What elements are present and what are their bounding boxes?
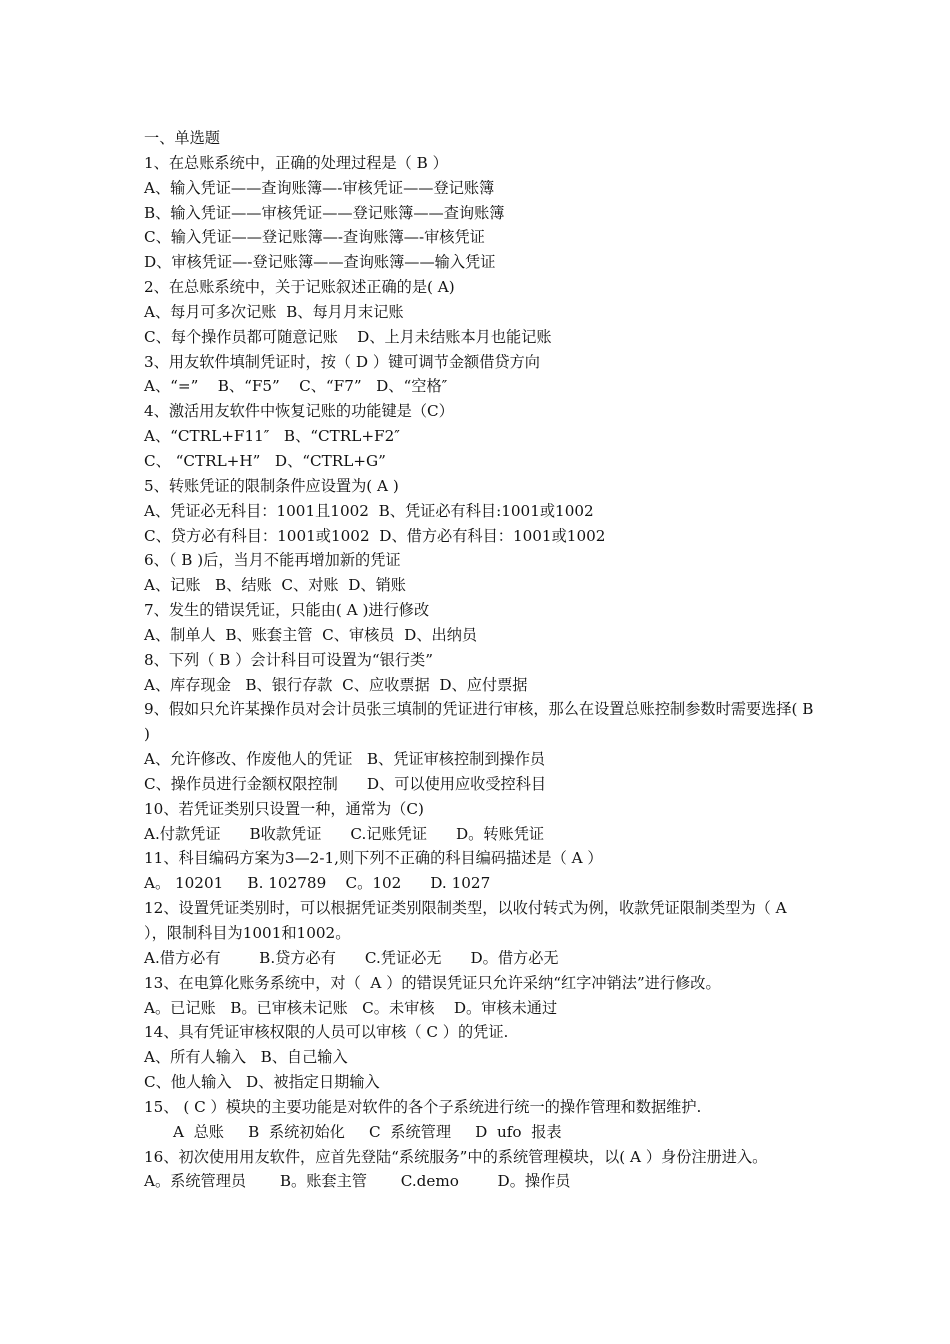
- option-line: A、所有人输入 B、自己输入: [144, 1048, 348, 1067]
- option-line: A、记账 B、结账 C、对账 D、销账: [144, 576, 406, 595]
- option-line: A、“CTRL+F11″ B、“CTRL+F2″: [144, 427, 400, 446]
- option-line: A.付款凭证 B收款凭证 C.记账凭证 D。转账凭证: [144, 824, 545, 843]
- option-line: A、制单人 B、账套主管 C、审核员 D、出纳员: [144, 625, 478, 644]
- option-line: A。已记账 B。已审核未记账 C。未审核 D。审核未通过: [144, 998, 558, 1017]
- option-line: C、每个操作员都可随意记账 D、上月未结账本月也能记账: [144, 327, 552, 346]
- question-11: 11、科目编码方案为3—2-1,则下列不正确的科目编码描述是（ A ）: [144, 849, 603, 868]
- option-line: C、操作员进行金额权限控制 D、可以使用应收受控科目: [144, 774, 547, 793]
- question-13: 13、在电算化账务系统中，对（ A ）的错误凭证只允许采纳“红字冲销法”进行修改。: [144, 973, 721, 992]
- question-10: 10、若凭证类别只设置一种，通常为（C): [144, 799, 424, 818]
- option-line: A、凭证必无科目：1001且1002 B、凭证必有科目:1001或1002: [144, 501, 594, 520]
- question-7: 7、发生的错误凭证，只能由( A )进行修改: [144, 601, 430, 620]
- option-line: C、输入凭证——登记账簿—-查询账簿—-审核凭证: [144, 228, 485, 247]
- option-line: D、审核凭证—-登记账簿——查询账簿——输入凭证: [144, 253, 496, 272]
- option-line: A、允许修改、作废他人的凭证 B、凭证审核控制到操作员: [144, 750, 546, 769]
- question-4: 4、激活用友软件中恢复记账的功能键是（C）: [144, 402, 454, 421]
- option-line: A.借方必有 B.贷方必有 C.凭证必无 D。借方必无: [144, 948, 559, 967]
- question-9: 9、假如只允许某操作员对会计员张三填制的凭证进行审核，那么在设置总账控制参数时需要选择( B ): [144, 700, 819, 744]
- option-line: A、库存现金 B、银行存款 C、应收票据 D、应付票据: [144, 675, 528, 694]
- option-line: A、每月可多次记账 B、每月月末记账: [144, 302, 404, 321]
- option-line: A、输入凭证——查询账簿—-审核凭证——登记账簿: [144, 178, 495, 197]
- question-12: 12、设置凭证类别时，可以根据凭证类别限制类型，以收付转式为例，收款凭证限制类型为（ A ），限制科目为1001和1002。: [144, 899, 792, 942]
- question-3: 3、用友软件填制凭证时，按（ D ）键可调节金额借贷方向: [144, 352, 540, 371]
- option-line: A。 10201 B. 102789 C。102 D. 1027: [144, 874, 491, 893]
- option-line: A、“=” B、“F5” C、“F7” D、“空格″: [144, 377, 448, 396]
- question-8: 8、下列（ B ）会计科目可设置为“银行类”: [144, 650, 434, 669]
- document-body: [144, 126, 819, 1194]
- option-line: A。系统管理员 B。账套主管 C.demo D。操作员: [144, 1172, 571, 1191]
- option-line: C、贷方必有科目：1001或1002 D、借方必有科目：1001或1002: [144, 526, 606, 545]
- question-2: 2、在总账系统中，关于记账叙述正确的是( A): [144, 278, 455, 297]
- question-1: 1、在总账系统中，正确的处理过程是（ B ）: [144, 153, 448, 172]
- question-16: 16、初次使用用友软件，应首先登陆“系统服务”中的系统管理模块，以( A ）身份注册进入。: [144, 1147, 768, 1166]
- section-title: 一、单选题: [144, 129, 220, 147]
- option-line: B、输入凭证——审核凭证——登记账簿——查询账簿: [144, 203, 505, 222]
- option-line: C、他人输入 D、被指定日期输入: [144, 1073, 380, 1092]
- question-5: 5、转账凭证的限制条件应设置为( A ): [144, 476, 399, 495]
- option-line: C、 “CTRL+H” D、“CTRL+G”: [144, 451, 386, 470]
- question-14: 14、具有凭证审核权限的人员可以审核（ C ）的凭证.: [144, 1023, 509, 1042]
- option-line: A 总账 B 系统初始化 C 系统管理 D ufo 报表: [144, 1122, 562, 1141]
- question-15: 15、 ( C ）模块的主要功能是对软件的各个子系统进行统一的操作管理和数据维护.: [144, 1097, 702, 1116]
- question-6: 6、（ B )后，当月不能再增加新的凭证: [144, 551, 401, 570]
